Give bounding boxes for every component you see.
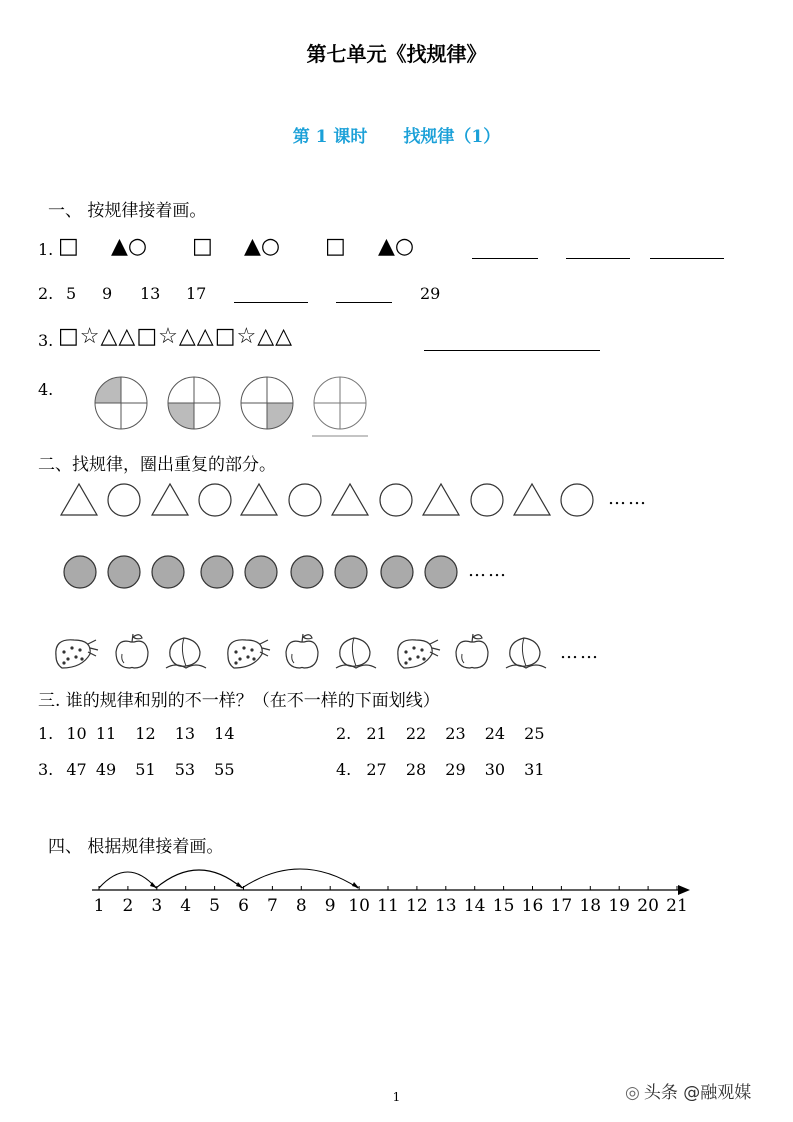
tick-label: 1 [93,896,105,916]
tick-label: 9 [324,896,336,916]
value[interactable]: 25 [524,724,545,743]
value[interactable]: 49 [95,760,117,779]
q4-label: 4. [38,380,54,399]
peach-icon [336,638,376,668]
tick-label: 15 [492,896,515,916]
value[interactable]: 12 [135,724,156,743]
item-label: 1. [38,724,54,743]
value[interactable]: 29 [445,760,466,779]
quarter-circle-2 [168,377,220,429]
value[interactable]: 21 [366,724,387,743]
value[interactable]: 53 [174,760,196,779]
tick-label: 4 [180,896,192,916]
shape-sequence: □☆△△□☆△△□☆△△ [58,324,294,349]
answer-blank[interactable] [234,302,308,303]
quarter-circle-blank[interactable] [312,377,368,436]
sequence-number: 9 [102,284,113,303]
value[interactable]: 10 [66,724,87,743]
ellipsis: …… [560,642,600,663]
value[interactable]: 30 [484,760,506,779]
q1-label: 1. [38,240,54,259]
triangle-circle-shape: ▲○ [244,234,281,259]
triangle-circle-shape: ▲○ [111,234,148,259]
apple-icon [456,634,488,668]
ellipsis: …… [608,488,648,509]
section4-heading: 四、 根据规律接着画。 [48,837,224,857]
square-shape: □ [325,234,346,259]
answer-blank[interactable] [566,258,630,259]
value[interactable]: 55 [214,760,235,779]
tick-label: 8 [295,896,307,916]
apple-icon [286,634,318,668]
tick-label: 5 [209,896,221,916]
peach-icon [506,638,546,668]
tick-label: 21 [666,896,688,916]
apple-icon [116,634,148,668]
tick-label: 19 [608,896,631,916]
value[interactable]: 28 [405,760,427,779]
watermark-text: 头条 @融观媒 [643,1083,752,1103]
tick-label: 18 [579,896,602,916]
item-label: 4. [336,760,352,779]
tick-label: 17 [550,896,573,916]
value[interactable]: 13 [174,724,196,743]
answer-blank[interactable] [336,302,392,303]
gray-circle-row [60,553,470,593]
page-title: 第七单元《找规律》 [306,42,487,66]
tick-label: 2 [122,896,134,916]
strawberry-icon [56,640,98,668]
sequence-number: 17 [186,284,207,303]
triangle-circle-row [55,480,615,522]
value[interactable]: 24 [484,724,506,743]
lesson-topic: 找规律（1） [403,127,501,147]
quarter-circle-1 [95,377,147,429]
section1-heading: 一、 按规律接着画。 [48,201,207,221]
q3-label: 3. [38,331,54,350]
value[interactable]: 27 [366,760,387,779]
page-number: 1 [392,1090,401,1104]
tick-label: 3 [151,896,163,916]
quarter-circle-3 [241,377,293,429]
circle-quarter-sequence [88,372,388,442]
answer-blank[interactable] [650,258,724,259]
tick-label: 13 [434,896,457,916]
peach-icon [166,638,206,668]
tick-label: 16 [521,896,544,916]
tick-label: 7 [266,896,278,916]
value[interactable]: 47 [66,760,87,779]
tick-label: 14 [463,896,486,916]
tick-label: 11 [377,896,399,916]
sequence-number: 13 [140,284,161,303]
lesson-number: 第 1 课时 [292,127,368,147]
lesson-subtitle [0,122,793,147]
square-shape: □ [192,234,213,259]
tick-label: 12 [406,896,428,916]
value[interactable]: 23 [445,724,466,743]
s3-item-2 [336,724,545,743]
value[interactable]: 14 [214,724,235,743]
value[interactable]: 31 [524,760,545,779]
fruit-row [52,630,562,674]
jump-arcs [99,869,358,888]
answer-blank[interactable] [424,350,600,351]
value[interactable]: 22 [405,724,427,743]
value[interactable]: 11 [95,724,117,743]
tick-label: 10 [348,896,370,916]
item-label: 2. [336,724,352,743]
ellipsis: …… [468,560,508,581]
q2-label: 2. [38,284,54,303]
s3-item-3 [38,760,235,779]
answer-blank[interactable] [472,258,538,259]
strawberry-icon [398,640,440,668]
tick-label: 6 [238,896,249,916]
number-line [80,858,700,898]
wechat-icon: ◎ [625,1083,640,1103]
section3-heading: 三. 谁的规律和别的不一样？（在不一样的下面划线） [38,691,440,711]
strawberry-icon [228,640,270,668]
tick-label: 20 [637,896,659,916]
section2-heading: 二、找规律，圈出重复的部分。 [38,455,276,475]
watermark [625,1078,751,1103]
sequence-number: 5 [66,284,77,303]
value[interactable]: 51 [135,760,156,779]
item-label: 3. [38,760,54,779]
square-shape: □ [58,234,79,259]
s3-item-4 [336,760,545,779]
sequence-number: 29 [420,284,441,303]
s3-item-1 [38,724,235,743]
triangle-circle-shape: ▲○ [378,234,415,259]
